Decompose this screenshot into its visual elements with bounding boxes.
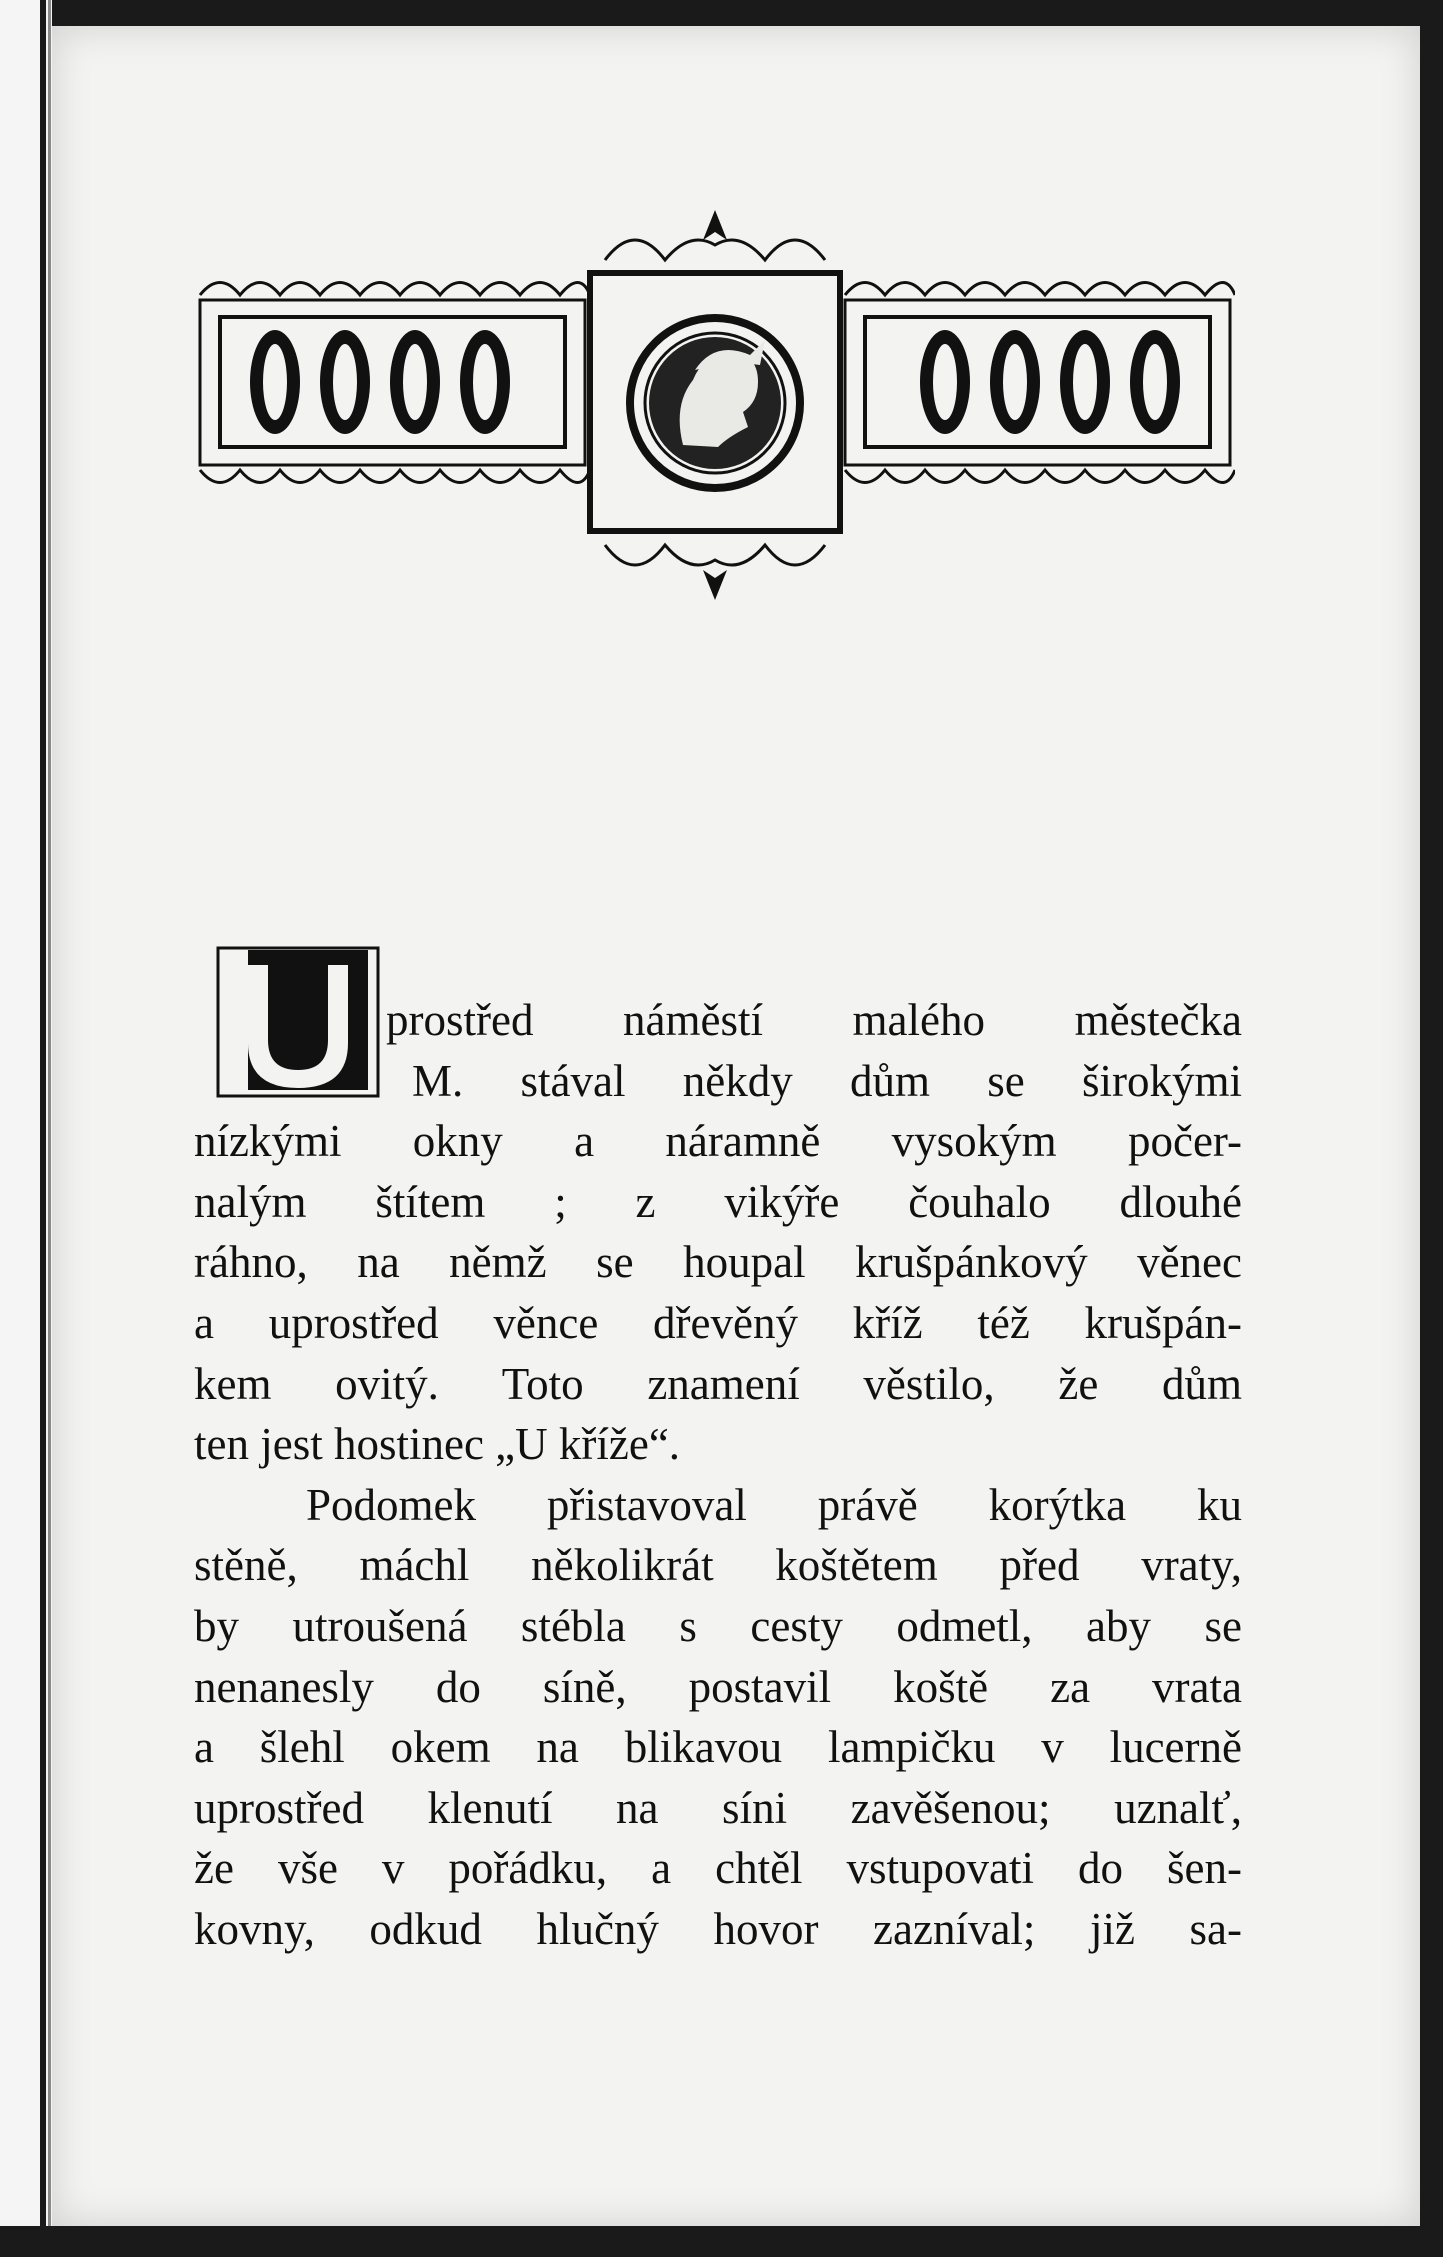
- book-spine-edge: [0, 0, 52, 2257]
- mercury-medallion-icon: [649, 337, 781, 469]
- text-line: Podomek přistavoval právě korýtka ku: [306, 1479, 1242, 1530]
- scan-top-edge: [52, 0, 1443, 26]
- text-line: že vše v pořádku, a chtěl vstupovati do šen-: [194, 1843, 1242, 1894]
- text-line: nalým štítem ; z vikýře čouhalo dlouhé: [194, 1176, 1242, 1227]
- scan-bottom-edge: [0, 2226, 1443, 2257]
- text-line: uprostřed klenutí na síni zavěšenou; uznalť,: [194, 1782, 1242, 1833]
- text-line: kem ovitý. Toto znamení věstilo, že dům: [194, 1358, 1242, 1409]
- text-line: M. stával někdy dům se širokými: [412, 1055, 1242, 1106]
- text-line: prostřed náměstí malého městečka: [386, 995, 1242, 1045]
- text-line: a šlehl okem na blikavou lampičku v lucerně: [194, 1722, 1242, 1773]
- text-line: a uprostřed věnce dřevěný kříž též krušpán-: [194, 1297, 1242, 1348]
- text-line: by utroušená stébla s cesty odmetl, aby se: [194, 1600, 1242, 1651]
- text-line: ten jest hostinec „U kříže“.: [194, 1419, 681, 1470]
- text-line: nízkými okny a náramně vysokým počer-: [194, 1116, 1242, 1167]
- scan-right-edge: [1420, 0, 1443, 2257]
- text-line: stěně, máchl několikrát koštětem před vraty,: [194, 1540, 1242, 1591]
- header-ornament: [195, 205, 1235, 605]
- text-line: ráhno, na němž se houpal krušpánkový věnec: [194, 1237, 1242, 1288]
- text-line: nenanesly do síně, postavil koště za vrata: [194, 1661, 1242, 1712]
- text-line: kovny, odkud hlučný hovor zazníval; již sa-: [194, 1903, 1242, 1954]
- body-text: [194, 990, 1242, 1960]
